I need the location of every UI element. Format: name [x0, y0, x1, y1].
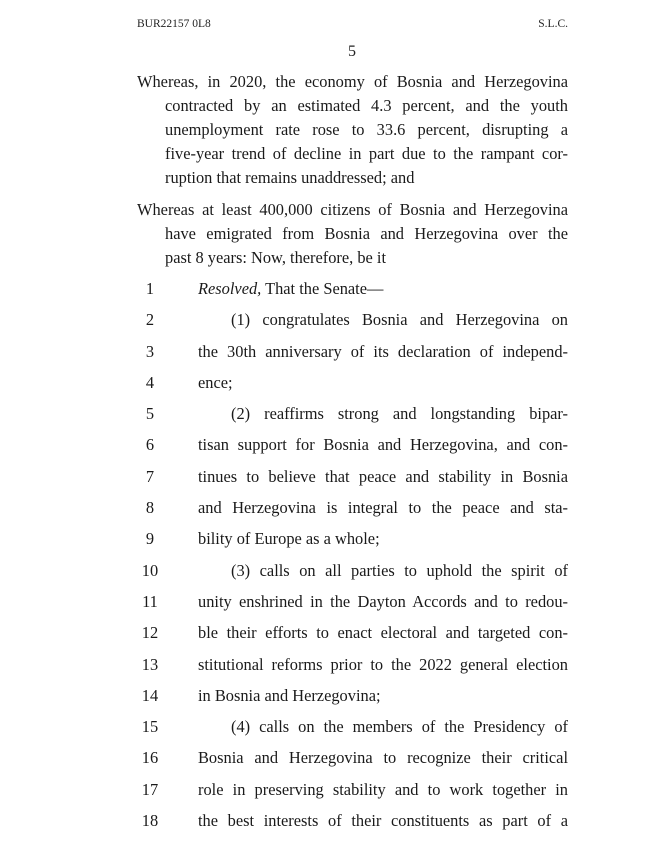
numbered-line [0, 715, 671, 746]
line-number: 10 [141, 560, 159, 580]
text-line: past 8 years: Now, therefore, be it [165, 248, 387, 267]
line-text: the 30th anniversary of its declaration of independ- [198, 341, 568, 361]
line-text: Bosnia and Herzegovina to recognize their critical [198, 748, 568, 768]
line-text: (4) calls on the members of the Presidency of [231, 717, 568, 737]
line-number: 16 [141, 748, 159, 768]
line-text: tisan support for Bosnia and Herzegovina, and con- [198, 435, 568, 455]
whereas-clause [137, 198, 568, 270]
numbered-line [0, 402, 671, 433]
line-number: 8 [145, 498, 155, 518]
text-line: ruption that remains unaddressed; and [165, 168, 415, 187]
line-number: 4 [145, 372, 155, 392]
text-line: unemployment rate rose to 33.6 percent, disrupting a [165, 120, 568, 139]
line-text: (3) calls on all parties to uphold the spirit of [231, 560, 568, 580]
resolved-clause [198, 279, 568, 299]
line-number: 15 [141, 717, 159, 737]
line-text: the best interests of their constituents as part of a [198, 811, 568, 831]
text-line: contracted by an estimated 4.3 percent, and the youth [165, 96, 568, 115]
numbered-line [0, 590, 671, 621]
numbered-line [0, 778, 671, 809]
line-number: 7 [145, 466, 155, 486]
numbered-line [0, 465, 671, 496]
line-number: 17 [141, 779, 159, 799]
numbered-line [0, 277, 671, 308]
line-text: unity enshrined in the Dayton Accords and to redou- [198, 591, 568, 611]
text-line: have emigrated from Bosnia and Herzegovina over the [165, 224, 568, 243]
line-number: 12 [141, 623, 159, 643]
line-text: bility of Europe as a whole; [198, 529, 380, 549]
numbered-line [0, 621, 671, 652]
document-id: BUR22157 0L8 [137, 18, 211, 30]
line-number: 14 [141, 685, 159, 705]
numbered-line [0, 308, 671, 339]
line-number: 1 [145, 279, 155, 298]
numbered-line [0, 340, 671, 371]
whereas-clause [137, 70, 568, 190]
line-number: 5 [145, 404, 155, 424]
line-text: ble their efforts to enact electoral and targeted con- [198, 623, 568, 643]
line-number: 2 [145, 310, 155, 330]
line-text: in Bosnia and Herzegovina; [198, 685, 381, 705]
numbered-line [0, 746, 671, 777]
numbered-line [0, 527, 671, 558]
office-code: S.L.C. [538, 18, 568, 30]
line-text: (2) reaffirms strong and longstanding bipar- [231, 404, 568, 424]
numbered-line [0, 371, 671, 402]
text-line: Whereas at least 400,000 citizens of Bosnia and Herzegovina [137, 200, 568, 219]
numbered-line [0, 809, 671, 840]
line-number: 13 [141, 654, 159, 674]
resolution-body [0, 277, 671, 840]
line-number: 6 [145, 435, 155, 455]
line-text: stitutional reforms prior to the 2022 general election [198, 654, 568, 674]
line-number: 11 [142, 591, 158, 611]
line-text: tinues to believe that peace and stability in Bosnia [198, 466, 568, 486]
line-text: role in preserving stability and to work together in [198, 779, 568, 799]
text-line: Whereas, in 2020, the economy of Bosnia and Herzegovina [137, 72, 568, 91]
numbered-line [0, 653, 671, 684]
text-line: five-year trend of decline in part due to the rampant cor- [165, 144, 568, 163]
line-text: (1) congratulates Bosnia and Herzegovina on [231, 310, 568, 330]
line-text: ence; [198, 372, 233, 392]
resolved-rest: That the Senate— [261, 279, 384, 298]
numbered-line [0, 433, 671, 464]
resolved-word: Resolved, [198, 279, 262, 298]
line-number: 9 [145, 529, 155, 549]
numbered-line [0, 559, 671, 590]
line-number: 18 [141, 811, 159, 831]
numbered-line [0, 684, 671, 715]
page-number: 5 [348, 43, 356, 60]
numbered-line [0, 496, 671, 527]
line-text: and Herzegovina is integral to the peace and sta- [198, 498, 568, 518]
line-number: 3 [145, 341, 155, 361]
